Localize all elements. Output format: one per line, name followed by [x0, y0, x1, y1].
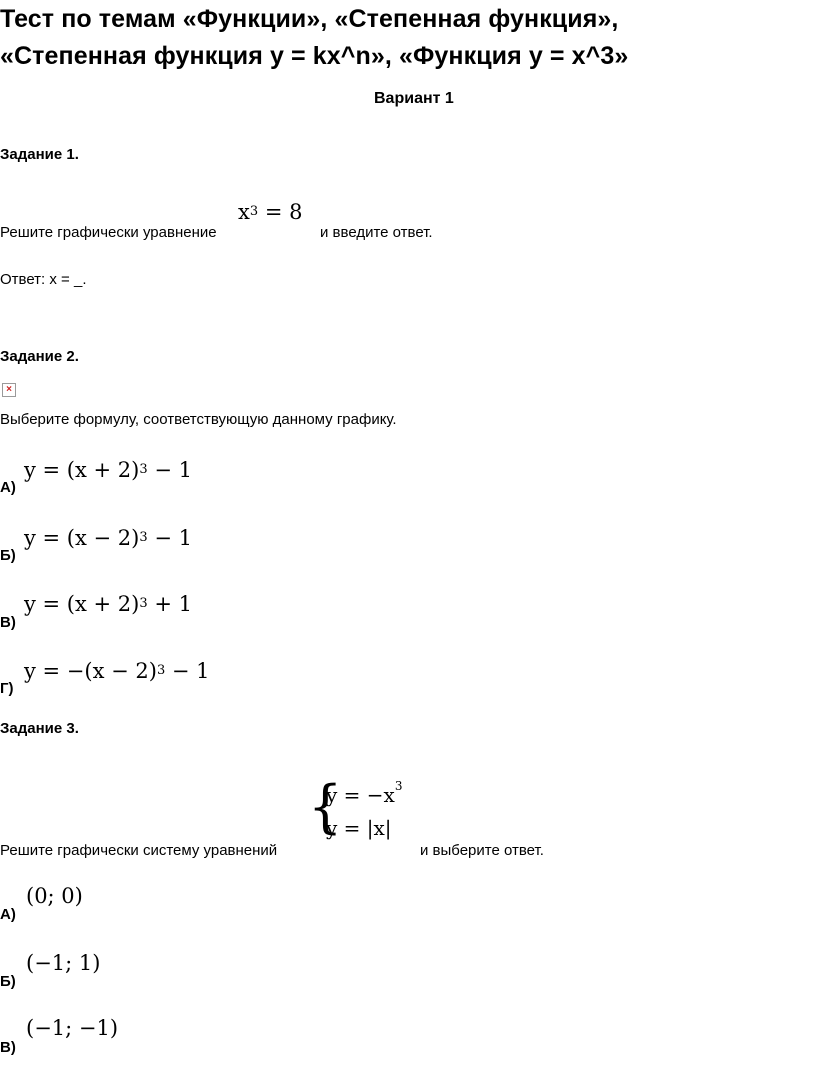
variant-heading: Вариант 1: [374, 90, 454, 107]
task-1-text-after: и введите ответ.: [320, 224, 433, 241]
task-2-option-d-formula: $y = -(x - 2)^3 - 1$: [24, 659, 210, 683]
task-3-option-c-value: (−1; −1): [26, 1016, 119, 1040]
page-title-line-2: «Степенная функция y = kx^n», «Функция y = x^3»: [0, 42, 629, 70]
equation-exponent: 3: [249, 204, 259, 219]
equation-var: x: [238, 200, 250, 224]
system-row-2: y = |x|: [326, 816, 392, 840]
page-title-line-1: Тест по темам «Функции», «Степенная функция»,: [0, 5, 619, 33]
equation-rhs: = 8: [264, 200, 303, 224]
task-3-heading: Задание 3.: [0, 720, 79, 737]
task-1-equation: [238, 200, 302, 224]
task-2-option-d-label: Г): [0, 680, 14, 697]
task-1-heading: Задание 1.: [0, 146, 79, 163]
task-3-option-c-label: В): [0, 1039, 16, 1056]
task-2-prompt: Выберите формулу, соответствующую данному графику.: [0, 411, 397, 428]
task-3-option-b-value: (−1; 1): [26, 951, 101, 975]
task-3-text-before: Решите графически систему уравнений: [0, 842, 278, 859]
task-2-option-a-formula: $y = (x + 2)^3 - 1$: [24, 458, 192, 482]
task-2-option-b-label: Б): [0, 547, 16, 564]
task-2-option-c-label: В): [0, 614, 16, 631]
task-3-option-a-value: (0; 0): [26, 884, 83, 908]
task-2-heading: Задание 2.: [0, 348, 79, 365]
task-3-text-after: и выберите ответ.: [420, 842, 544, 859]
task-3-option-b-label: Б): [0, 973, 16, 990]
task-2-option-c-formula: $y = (x + 2)^3 + 1$: [24, 592, 192, 616]
task-1-answer-line: Ответ: x = _.: [0, 271, 87, 288]
task-1-text-before: Решите графически уравнение: [0, 224, 217, 241]
system-brace: {: [308, 773, 343, 840]
task-2-option-b-formula: $y = (x - 2)^3 - 1$: [24, 526, 192, 550]
broken-image-icon: ×: [2, 383, 16, 397]
task-3-option-a-label: А): [0, 906, 16, 923]
task-2-option-a-label: А): [0, 479, 16, 496]
system-row-1: $y = -x^3$: [326, 779, 403, 807]
